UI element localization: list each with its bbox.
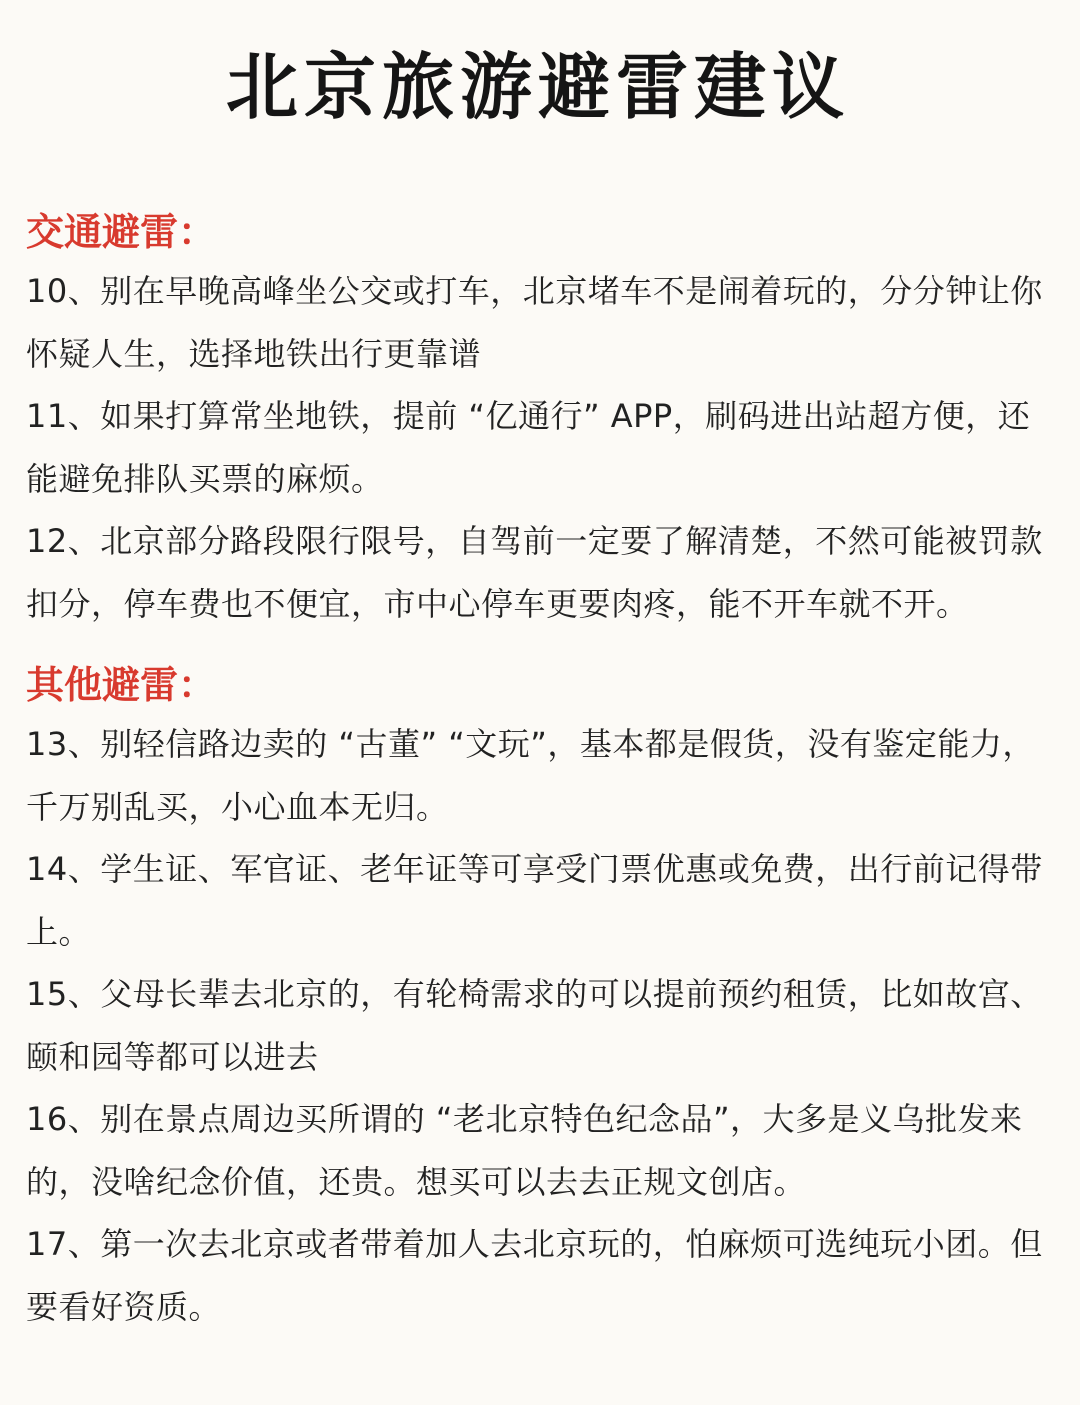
tip-item-10: 10、别在早晚高峰坐公交或打车，北京堵车不是闹着玩的，分分钟让你怀疑人生，选择地铁出行更靠谱 — [26, 272, 1043, 373]
tip-item-17: 17、第一次去北京或者带着加人去北京玩的，怕麻烦可选纯玩小团。但要看好资质。 — [26, 1225, 1043, 1326]
other-tips-list — [26, 713, 1050, 1338]
section-traffic — [26, 204, 1050, 635]
page-title: 北京旅游避雷建议 — [225, 44, 850, 129]
tip-item-15: 15、父母长辈去北京的，有轮椅需求的可以提前预约租赁，比如故宫、颐和园等都可以进去 — [26, 975, 1043, 1076]
traffic-tips-list — [26, 260, 1050, 635]
section-other — [26, 657, 1050, 1338]
tip-item-11: 11、如果打算常坐地铁，提前 “亿通行” APP，刷码进出站超方便，还能避免排队买票的麻烦。 — [26, 397, 1031, 498]
section-heading-traffic: 交通避雷： — [26, 209, 217, 254]
tip-item-16: 16、别在景点周边买所谓的 “老北京特色纪念品”，大多是义乌批发来的，没啥纪念价值，还贵。想买可以去去正规文创店。 — [26, 1100, 1023, 1201]
tip-item-12: 12、北京部分路段限行限号，自驾前一定要了解清楚，不然可能被罚款扣分，停车费也不便宜，市中心停车更要肉疼，能不开车就不开。 — [26, 522, 1043, 623]
tip-item-14: 14、学生证、军官证、老年证等可享受门票优惠或免费，出行前记得带上。 — [26, 850, 1043, 951]
section-heading-other: 其他避雷： — [26, 662, 217, 707]
tip-item-13: 13、别轻信路边卖的 “古董” “文玩”，基本都是假货，没有鉴定能力，千万别乱买，小心血本无归。 — [26, 725, 1035, 826]
